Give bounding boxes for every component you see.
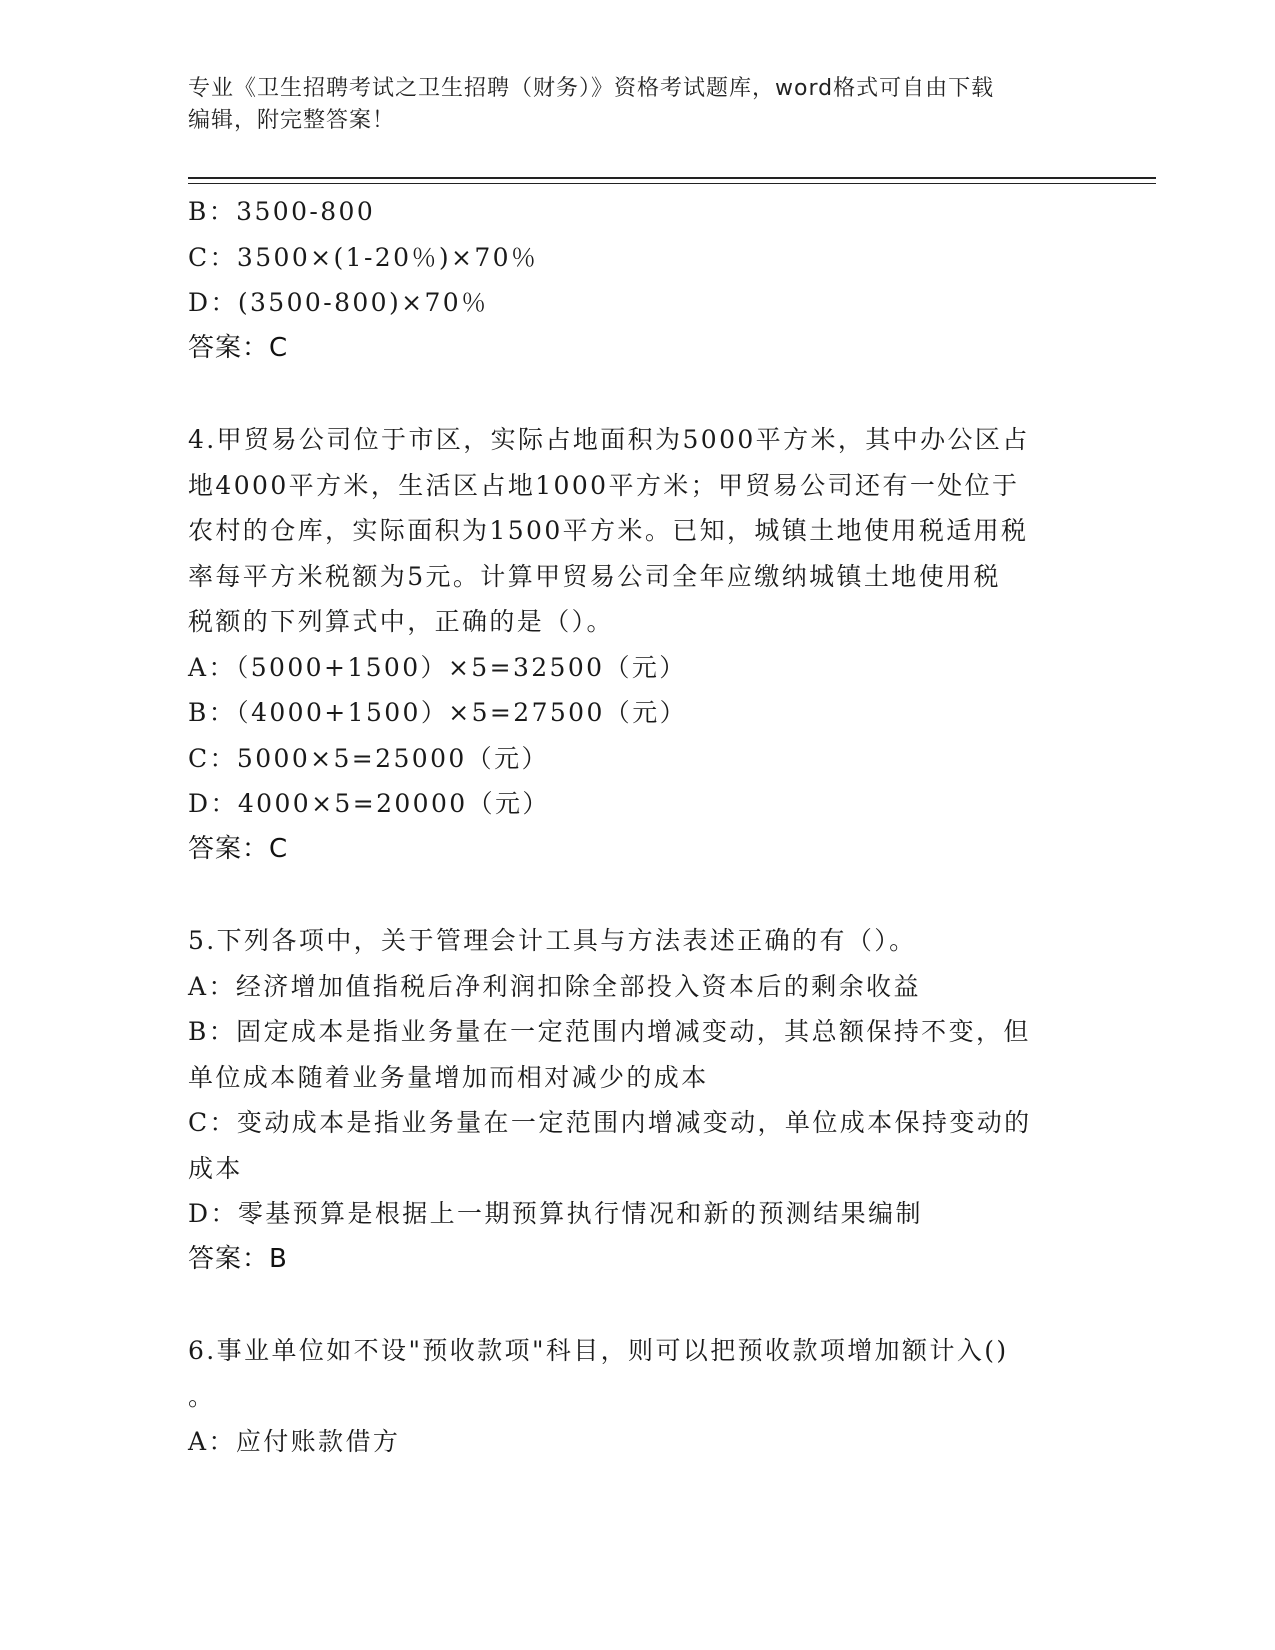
q4-option-a: A：（5000+1500）×5=32500（元） (188, 652, 687, 682)
q5-option-c-line-1: C：变动成本是指业务量在一定范围内增减变动，单位成本保持变动的 (188, 1108, 1032, 1137)
q5-option-b-line-2: 单位成本随着业务量增加而相对减少的成本 (188, 1062, 709, 1092)
q4-option-b: B：（4000+1500）×5=27500（元） (188, 698, 687, 727)
q6-stem-line-2: 。 (188, 1381, 216, 1411)
header-divider-thin (188, 183, 1156, 184)
q3-option-c: C：3500×(1-20％)×70％ (188, 242, 539, 272)
q3-option-d: D：(3500-800)×70％ (188, 288, 489, 317)
header-line-1: 专业《卫生招聘考试之卫生招聘（财务）》资格考试题库，word格式可自由下载 (188, 76, 995, 101)
spacer (188, 371, 1088, 417)
q4-stem-line-4: 率每平方米税额为5元。计算甲贸易公司全年应缴纳城镇土地使用税 (188, 561, 1001, 591)
spacer (188, 1282, 1088, 1328)
q5-option-d: D：零基预算是根据上一期预算执行情况和新的预测结果编制 (188, 1199, 923, 1228)
spacer (188, 872, 1088, 918)
question-5 (188, 918, 1088, 1282)
document-header (188, 73, 1088, 137)
document-body (188, 189, 1088, 1465)
q5-stem: 5.下列各项中，关于管理会计工具与方法表述正确的有（）。 (188, 926, 917, 955)
header-divider-thick (188, 177, 1156, 179)
q6-option-a: A：应付账款借方 (188, 1427, 401, 1456)
q4-stem-line-1: 4.甲贸易公司位于市区，实际占地面积为5000平方米，其中办公区占 (188, 425, 1030, 454)
q5-option-c-line-2: 成本 (188, 1153, 243, 1183)
q4-answer: 答案：C (188, 833, 289, 864)
question-6 (188, 1328, 1088, 1465)
q4-option-c: C：5000×5=25000（元） (188, 743, 549, 773)
header-line-2: 编辑，附完整答案！ (188, 108, 396, 133)
q4-option-d: D：4000×5=20000（元） (188, 789, 550, 818)
q4-stem-line-2: 地4000平方米，生活区占地1000平方米；甲贸易公司还有一处位于 (188, 470, 1020, 500)
q3-answer: 答案：C (188, 332, 289, 363)
q4-stem-line-3: 农村的仓库，实际面积为1500平方米。已知，城镇土地使用税适用税 (188, 516, 1029, 545)
q4-stem-line-5: 税额的下列算式中，正确的是（）。 (188, 607, 614, 636)
q6-stem-line-1: 6.事业单位如不设"预收款项"科目，则可以把预收款项增加额计入() (188, 1336, 1009, 1365)
q5-answer: 答案：B (188, 1243, 288, 1274)
q5-option-a: A：经济增加值指税后净利润扣除全部投入资本后的剩余收益 (188, 971, 921, 1001)
question-4 (188, 417, 1088, 872)
q5-option-b-line-1: B：固定成本是指业务量在一定范围内增减变动，其总额保持不变，但 (188, 1017, 1031, 1046)
q3-option-b: B：3500-800 (188, 197, 376, 226)
question-3 (188, 189, 1088, 371)
